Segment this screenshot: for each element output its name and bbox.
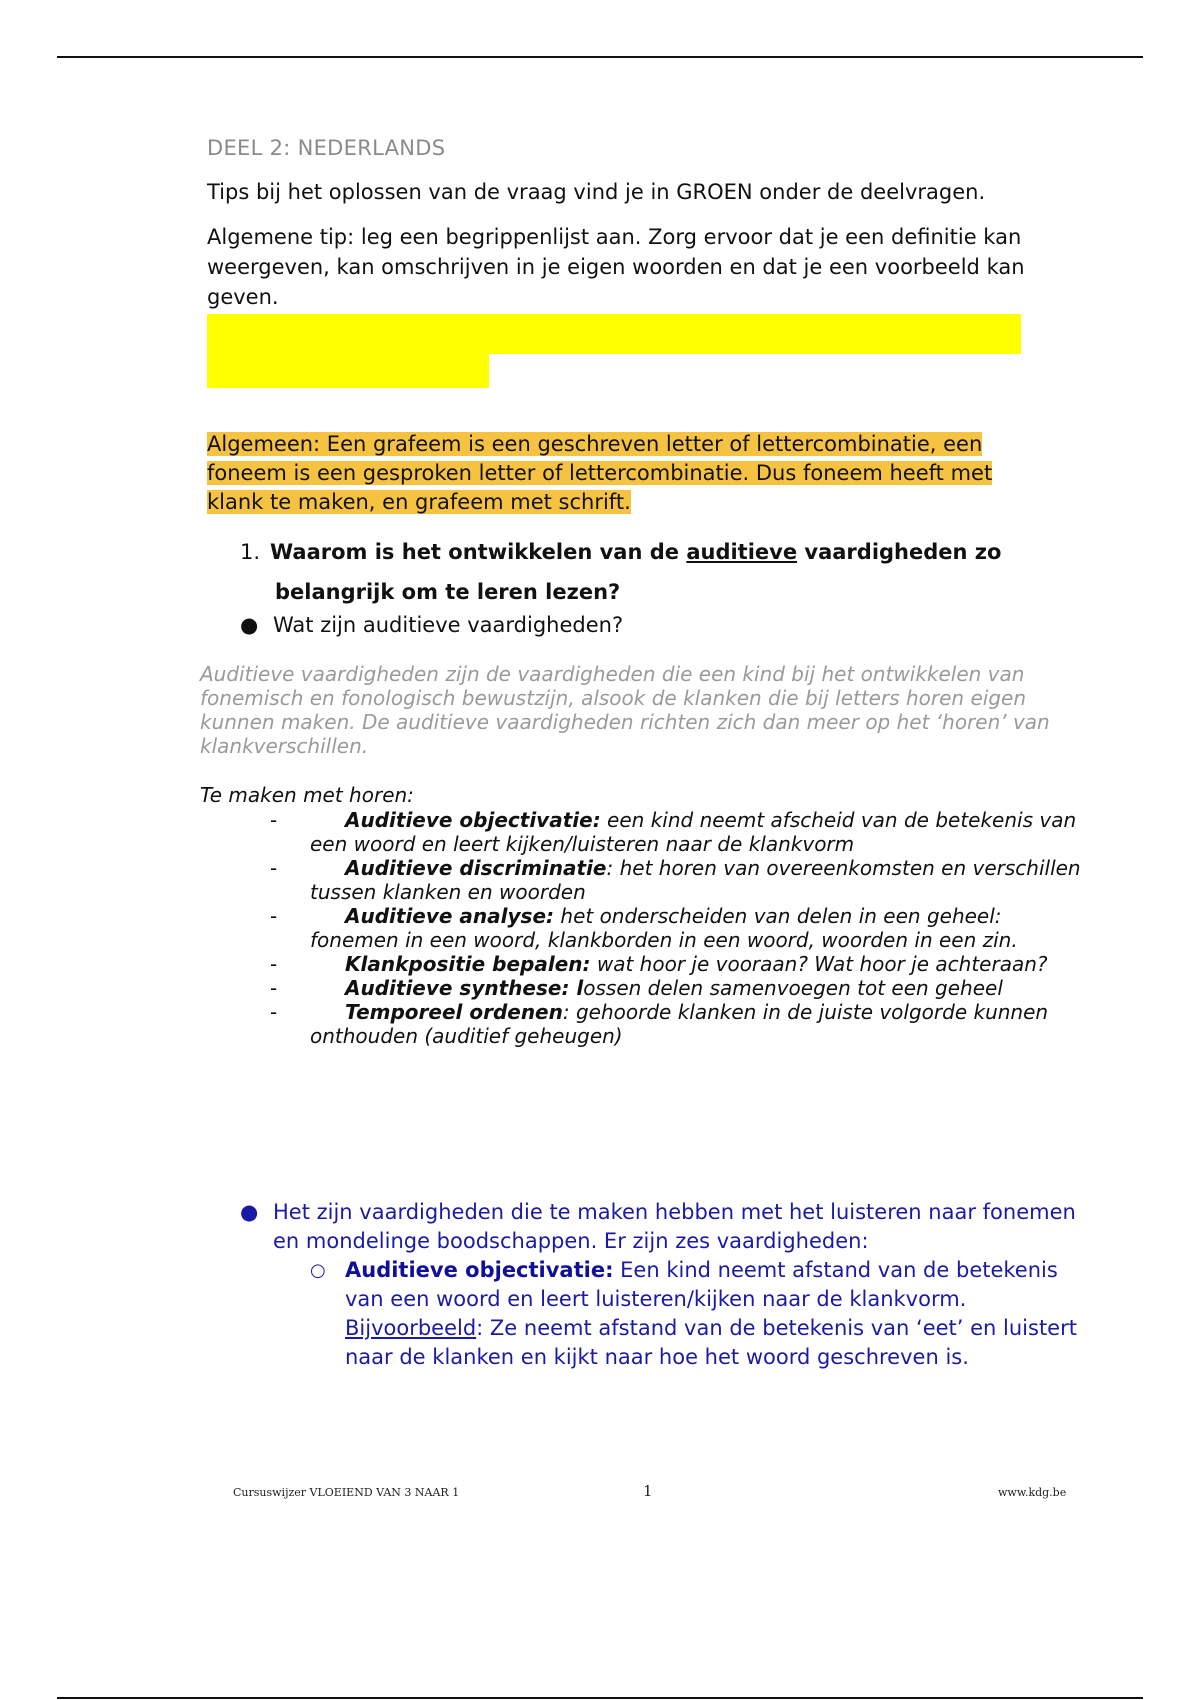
dash-list <box>270 808 1090 1048</box>
list-item <box>270 808 1090 856</box>
footer-left: Cursuswijzer VLOEIEND VAN 3 NAAR 1 <box>233 1486 460 1499</box>
blue-bullet-item <box>240 1198 1080 1256</box>
definition: Een kind neemt afstand van de betekenis van een woord en leert luisteren/kijken naar de klankvorm. <box>345 1258 1058 1311</box>
bullet-text: Wat zijn auditieve vaardigheden? <box>273 613 624 637</box>
definition: ossen delen samenvoegen tot een geheel <box>583 976 1003 1000</box>
term: Temporeel ordenen <box>345 1000 563 1024</box>
grey-answer-paragraph: Auditieve vaardigheden zijn de vaardigheden die een kind bij het ontwikkelen van fonemisch en fonologisch bewustzijn, alsook de klanken die bij letters horen eigen kunnen maken. De auditieve vaardigheden richten zich dan meer op het ‘horen’ van klankverschillen. <box>200 662 1050 758</box>
orange-note-text: Algemeen: Een grafeem is een geschreven letter of lettercombinatie, een foneem is een gesproken letter of lettercombinatie. Dus foneem heeft met klank te maken, en grafeem met schrift. <box>207 432 993 514</box>
blue-sub-text <box>310 1256 1080 1372</box>
orange-note <box>207 430 1047 517</box>
question-text-part: Waarom is het ontwikkelen van de <box>270 540 687 564</box>
list-item <box>270 976 1090 1000</box>
question-text-part: vaardigheden zo <box>797 540 1002 564</box>
yellow-highlight-block <box>207 314 1021 354</box>
dash-icon: - <box>270 856 278 880</box>
dash-icon: - <box>270 976 278 1000</box>
section-title: DEEL 2: NEDERLANDS <box>207 136 446 160</box>
term: Auditieve objectivatie: <box>345 1258 614 1282</box>
blue-bullet-text: Het zijn vaardigheden die te maken hebben met het luisteren naar fonemen en mondelinge boodschappen. Er zijn zes vaardigheden: <box>273 1200 1076 1253</box>
dash-icon: - <box>270 904 278 928</box>
definition: een kind neemt afscheid van de betekenis van een woord en leert kijken/luisteren naar de klankvorm <box>310 808 1077 856</box>
list-heading: Te maken met horen: <box>200 783 414 807</box>
dash-icon: - <box>270 1000 278 1024</box>
footer-right: www.kdg.be <box>998 1486 1067 1499</box>
blue-sub-item <box>310 1256 1080 1372</box>
bullet-icon: ● <box>240 1200 259 1224</box>
list-item <box>270 1000 1090 1048</box>
bullet-item <box>240 613 623 637</box>
definition: wat hoor je vooraan? Wat hoor je achteraan? <box>590 952 1048 976</box>
dash-icon: - <box>270 808 278 832</box>
general-tip: Algemene tip: leg een begrippenlijst aan. Zorg ervoor dat je een definitie kan weergeven, kan omschrijven in je eigen woorden en dat je een voorbeeld kan geven. <box>207 225 1025 309</box>
dash-icon: - <box>270 952 278 976</box>
list-item <box>270 856 1090 904</box>
term: Auditieve synthese: l <box>345 976 584 1000</box>
definition: het onderscheiden van delen in een geheel: fonemen in een woord, klankborden in een woord, woorden in een zin. <box>310 904 1018 952</box>
question-text-line2: belangrijk om te leren lezen? <box>275 580 621 604</box>
term: Auditieve discriminatie <box>345 856 607 880</box>
yellow-highlight-block-tail <box>207 354 489 388</box>
top-rule <box>57 56 1143 58</box>
question-1 <box>240 532 1060 612</box>
list-item <box>270 904 1090 952</box>
tips-line: Tips bij het oplossen van de vraag vind je in GROEN onder de deelvragen. <box>207 180 986 204</box>
definition: : Ze neemt afstand van de betekenis van ‘eet’ en luistert naar de klanken en kijkt naar hoe het woord geschreven is. <box>345 1316 1077 1369</box>
term: Auditieve objectivatie: <box>345 808 601 832</box>
hollow-bullet-icon: ○ <box>310 1260 326 1281</box>
term: Klankpositie bepalen: <box>345 952 591 976</box>
term: Auditieve analyse: <box>345 904 555 928</box>
question-number: 1. <box>240 540 261 564</box>
list-item <box>270 952 1090 976</box>
example-link-text: Bijvoorbeeld <box>345 1316 477 1340</box>
bullet-icon: ● <box>240 613 259 637</box>
question-underlined-word: auditieve <box>686 540 798 564</box>
definition: : gehoorde klanken in de juiste volgorde kunnen onthouden (auditief geheugen) <box>310 1000 1049 1048</box>
definition: : het horen van overeenkomsten en verschillen tussen klanken en woorden <box>310 856 1081 904</box>
page-number: 1 <box>643 1482 653 1500</box>
bottom-rule <box>57 1697 1143 1699</box>
